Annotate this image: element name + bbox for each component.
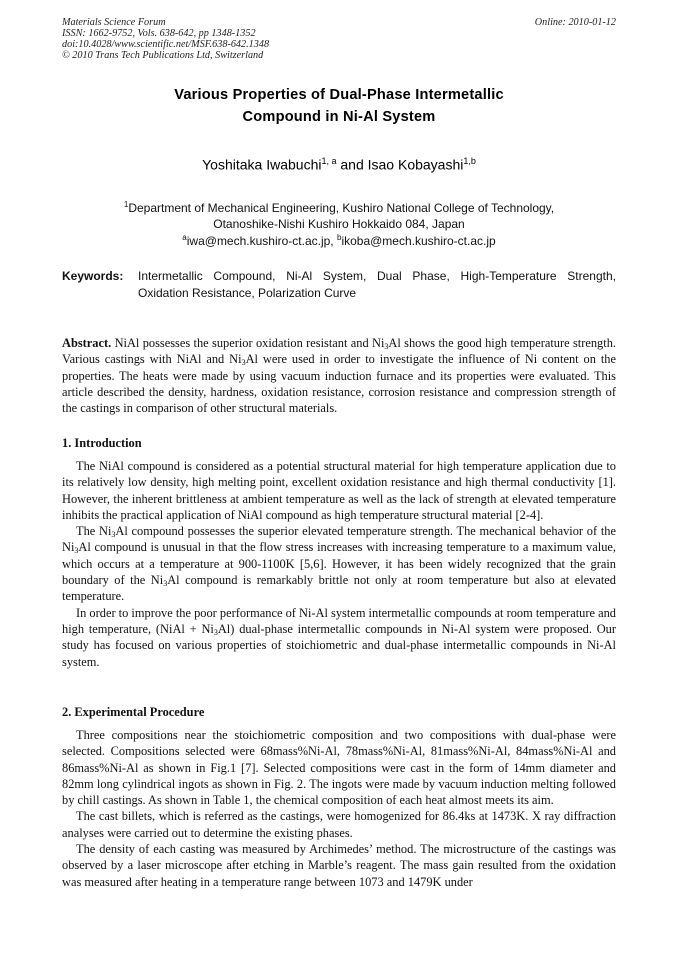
text-run: Al compound possesses the superior elevated temperature strength. The mechanical behavior of the Ni: [62, 524, 616, 555]
section-1-paragraph-3: [62, 605, 616, 670]
author-1: Yoshitaka Iwabuchi: [202, 156, 322, 173]
affiliation-line-1: Department of Mechanical Engineering, Kushiro National College of Technology,: [128, 201, 555, 215]
journal-header: [62, 17, 616, 61]
author-2-affiliation-mark: 1,b: [463, 156, 476, 166]
author-1-affiliation-mark: 1, a: [321, 156, 337, 166]
title-line-1: Various Properties of Dual-Phase Intermetallic: [174, 87, 504, 103]
text-run: Al compound is unusual in that the flow stress increases with increasing temperature to a maximum value, which occurs at a temperature at 900-1100K [5,6]. However, it has been widely recognized that the grain boundary of the Ni: [62, 540, 616, 588]
subscript-3: 3: [384, 342, 389, 351]
text-run: In order to improve the poor performance of Ni-Al system intermetallic compounds at room temperature and high temperature, (NiAl + Ni: [62, 605, 616, 636]
section-2-paragraph-3: The density of each casting was measured by Archimedes’ method. The microstructure of the castings was observed by a laser microscope after etching in Marble’s reagent. The mass gain resulted from the oxidation was measured after heating in a temperature range between 1073 and 1479K under: [62, 842, 616, 889]
text-run: Al) dual-phase intermetallic compounds in Ni-Al system were proposed. Our study has focused on various properties of stoichiometric and dual-phase intermetallic compounds in Ni-Al system.: [62, 621, 617, 669]
section-1-paragraph-2: [62, 523, 616, 604]
keywords-text: Intermetallic Compound, Ni-Al System, Dual Phase, High-Temperature Strength, Oxidation Resistance, Polarization Curve: [138, 269, 616, 300]
section-2-title: 2. Experimental Procedure: [62, 705, 205, 719]
journal-doi: doi:10.4028/www.scientific.net/MSF.638-642.1348: [62, 39, 270, 50]
section-1-paragraph-1: The NiAl compound is considered as a potential structural material for high temperature application due to its relatively low density, high melting point, excellent oxidation resistance and high thermal conductivity [1]. However, the inherent brittleness at ambient temperature as well as the lack of strength at elevated temperature inhibits the practical application of NiAl compound as high temperature structural material [2-4].: [62, 459, 616, 522]
email-a[interactable]: iwa@mech.kushiro-ct.ac.jp,: [186, 234, 337, 248]
authors: [62, 156, 616, 173]
abstract: [62, 335, 616, 416]
email-a-mark: a: [182, 233, 187, 242]
subscript-3: 3: [213, 627, 218, 637]
text-run: The Ni: [76, 524, 112, 539]
email-b[interactable]: ikoba@mech.kushiro-ct.ac.jp: [341, 234, 496, 248]
subscript-3: 3: [111, 530, 116, 540]
section-1-title: 1. Introduction: [62, 436, 142, 450]
section-2-paragraph-1: Three compositions near the stoichiometric composition and two compositions with dual-phase were selected. Compositions selected were 68mass%Ni-Al, 78mass%Ni-Al, 81mass%Ni-Al, 84mass%Ni-Al and 86mass%Ni-Al as shown in Fig.1 [7]. Selected compositions were cast in the form of 14mm diameter and 82mm long cylindrical ingots as shown in Fig. 2. The ingots were made by vacuum induction melting followed by chill castings. As shown in Table 1, the chemical composition of each heat almost meets its aim.: [62, 728, 616, 808]
keywords-label: Keywords:: [62, 269, 124, 283]
keywords: [62, 268, 616, 302]
author-conjunction: and: [336, 156, 368, 173]
journal-name: Materials Science Forum: [62, 17, 166, 28]
subscript-3: 3: [163, 579, 168, 589]
abstract-text-3: Al were used in order to investigate the influence of Ni content on the properties. The heats were made by using vacuum induction furnace and its properties were evaluated. This article described the density, hardness, oxidation resistance, corrosion resistance and compression strength of the castings in comparison of other structural materials.: [62, 352, 616, 416]
affiliation: [62, 197, 616, 232]
subscript-3: 3: [241, 358, 246, 368]
author-emails: [62, 233, 616, 248]
affiliation-line-2: Otanoshike-Nishi Kushiro Hokkaido 084, Japan: [213, 217, 465, 231]
author-2: Isao Kobayashi: [367, 156, 464, 173]
section-1-body: [62, 458, 616, 670]
subscript-3: 3: [74, 546, 79, 556]
email-b-mark: b: [336, 233, 342, 242]
abstract-text-1: NiAl possesses the superior oxidation resistant and Ni: [111, 336, 385, 350]
section-2-paragraph-2: The cast billets, which is referred as the castings, were homogenized for 86.4ks at 1473K. X ray diffraction analyses were carried out to determine the existing phases.: [62, 809, 616, 840]
paper-title: [62, 84, 616, 128]
online-date: Online: 2010-01-12: [534, 17, 616, 28]
journal-copyright: © 2010 Trans Tech Publications Ltd, Switzerland: [62, 50, 264, 61]
text-run: Al compound is remarkably brittle not only at room temperature but also at elevated temperature.: [62, 573, 616, 604]
title-line-2: Compound in Ni-Al System: [242, 109, 436, 125]
affiliation-mark: 1: [123, 200, 129, 209]
section-2-body: [62, 727, 616, 890]
journal-issn: ISSN: 1662-9752, Vols. 638-642, pp 1348-1352: [62, 28, 256, 39]
abstract-text-2: Al shows the good high temperature strength. Various castings with NiAl and Ni: [62, 336, 616, 367]
abstract-label: Abstract.: [62, 336, 112, 350]
